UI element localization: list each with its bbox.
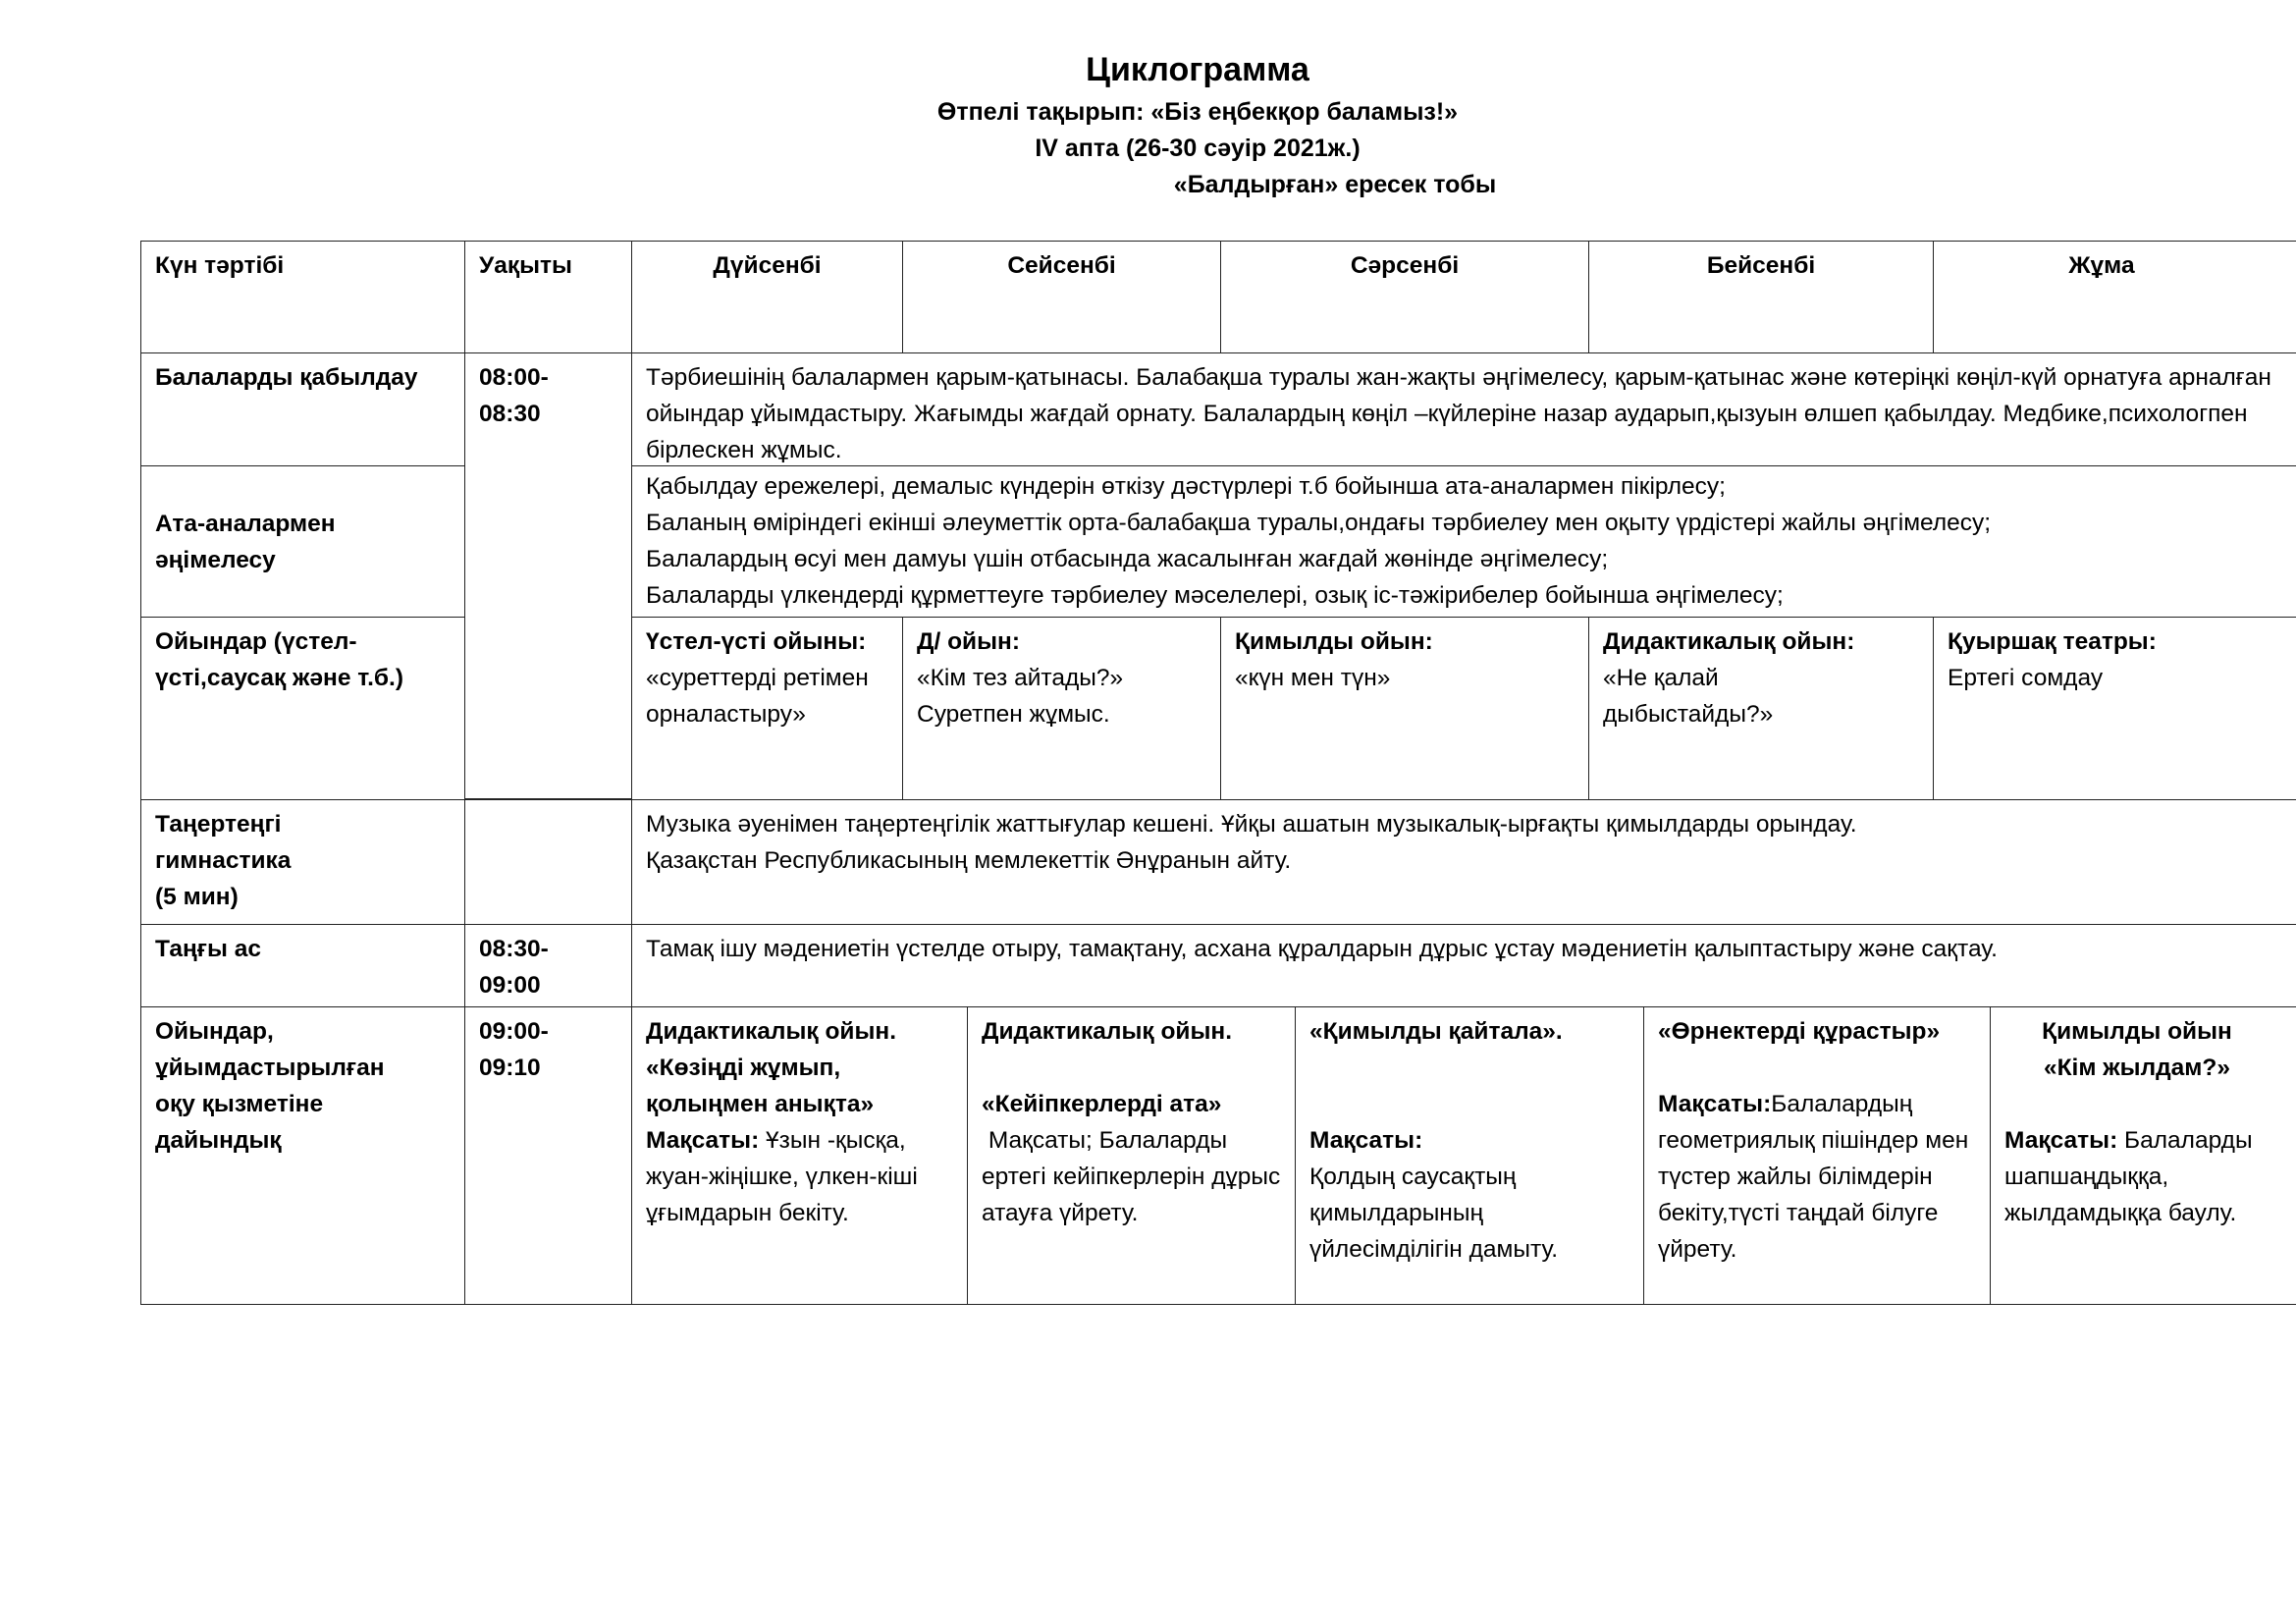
activity-title: Дидактикалық ойын. «Көзіңді жұмып, қолыңмен анықта» bbox=[646, 1018, 897, 1117]
games-friday bbox=[1933, 617, 2296, 800]
game-title: Дидактикалық ойын: bbox=[1603, 628, 1855, 655]
breakfast-text bbox=[631, 924, 2296, 1007]
activity-subtitle: «Кім жылдам?» bbox=[2043, 1055, 2231, 1081]
label-line: (5 мин) bbox=[155, 884, 239, 910]
time-end: 08:30 bbox=[479, 401, 541, 427]
row-label-reception: Балаларды қабылдау bbox=[140, 352, 465, 466]
goal-text: Қолдың саусақтың қимылдарының үйлесімділігін дамыту. bbox=[1309, 1164, 1559, 1263]
parents-line: Балалардың өсуі мен дамуы үшін отбасында жасалынған жағдай жөнінде әңгімелесу; bbox=[646, 546, 1609, 572]
games-monday bbox=[631, 617, 903, 800]
time-end: 09:00 bbox=[479, 972, 541, 999]
parents-text bbox=[631, 465, 2296, 618]
time-cell-preparation bbox=[464, 1006, 632, 1305]
prep-monday bbox=[631, 1006, 968, 1305]
goal-label: Мақсаты: bbox=[1309, 1127, 1423, 1154]
header-thursday: Бейсенбі bbox=[1588, 241, 1934, 353]
goal-text: Ұзын -қысқа, жуан-жіңішке, үлкен-кіші ұғымдарын бекіту. bbox=[646, 1127, 918, 1226]
activity-subtitle: «Кейіпкерлерді ата» bbox=[982, 1091, 1222, 1117]
activity-title: «Өрнектерді құрастыр» bbox=[1658, 1018, 1941, 1045]
group-line: «Балдырған» ересек тобы bbox=[1173, 171, 1497, 198]
game-title: Қимылды ойын: bbox=[1235, 628, 1433, 655]
reception-text: Тәрбиешінің балалармен қарым-қатынасы. Балабақша туралы жан-жақты әңгімелесу, қарым-қатынас және көтеріңкі көңіл-күй орнатуға арналған ойындар ұйымдастыру. Жағымды жағдай орнату. Балалардың көңіл –күйлеріне назар аударып,қызуын өлшеп қабылдау. Медбике,психологпен бірлескен жұмыс. bbox=[631, 352, 2296, 466]
game-text: Ертегі сомдау bbox=[1948, 665, 2104, 691]
game-title: Үстел-үсті ойыны: bbox=[646, 628, 867, 655]
header-monday: Дүйсенбі bbox=[631, 241, 903, 353]
games-tuesday bbox=[902, 617, 1221, 800]
goal-text: Балаларды шапшаңдыққа, жылдамдыққа баулу. bbox=[2004, 1127, 2253, 1226]
games-wednesday bbox=[1220, 617, 1589, 800]
parents-line: Баланың өміріндегі екінші әлеуметтік орта-балабақша туралы,ондағы тәрбиелеу мен оқыту үрдістері жайлы әңгімелесу; bbox=[646, 510, 1992, 536]
time-start: 09:00- bbox=[479, 1018, 549, 1045]
time-start: 08:00- bbox=[479, 364, 549, 391]
activity-title: Дидактикалық ойын. bbox=[982, 1018, 1233, 1045]
goal-text: Мақсаты; Балаларды ертегі кейіпкерлерін дұрыс атауға үйрету. bbox=[982, 1127, 1288, 1226]
parents-line: Балаларды үлкендерді құрметтеуге тәрбиелеу мәселелері, озық іс-тәжірибелер бойынша әңгімелесу; bbox=[646, 582, 1784, 609]
row-label-games: Ойындар (үстел-үсті,саусақ және т.б.) bbox=[140, 617, 465, 800]
breakfast-line: Тамақ ішу мәдениетін үстелде отыру, тамақтану, асхана құралдарын дұрыс ұстау мәдениетін қалыптастыру және сақтау. bbox=[646, 936, 1998, 962]
time-cell-gymnastics bbox=[464, 799, 632, 925]
prep-thursday bbox=[1643, 1006, 1991, 1305]
row-label-breakfast: Таңғы ас bbox=[140, 924, 465, 1007]
goal-label: Мақсаты: bbox=[2004, 1127, 2118, 1154]
activity-title: «Қимылды қайтала». bbox=[1309, 1018, 1563, 1045]
prep-tuesday bbox=[967, 1006, 1296, 1305]
prep-wednesday bbox=[1295, 1006, 1644, 1305]
game-text: «суреттерді ретімен орналастыру» bbox=[646, 665, 869, 728]
time-cell-reception bbox=[464, 352, 632, 799]
gymnastics-line: Қазақстан Республикасының мемлекеттік Әнұранын айту. bbox=[646, 847, 1292, 874]
label-line: Ата-аналармен bbox=[155, 511, 336, 537]
game-title: Қуыршақ театры: bbox=[1948, 628, 2157, 655]
label-line: әңімелесу bbox=[155, 547, 276, 573]
game-title: Д/ ойын: bbox=[917, 628, 1020, 655]
parents-line: Қабылдау ережелері, демалыс күндерін өткізу дәстүрлері т.б бойынша ата-аналармен пікірлесу; bbox=[646, 473, 1726, 500]
activity-title: Қимылды ойын bbox=[2042, 1018, 2232, 1045]
header-friday: Жұма bbox=[1933, 241, 2296, 353]
header-wednesday: Сәрсенбі bbox=[1220, 241, 1589, 353]
row-label-parents bbox=[140, 465, 465, 618]
game-text: «Кім тез айтады?» Суретпен жұмыс. bbox=[917, 665, 1124, 728]
goal-label: Мақсаты: bbox=[1658, 1091, 1772, 1117]
goal-text: Балалардың геометриялық пішіндер мен түстер жайлы білімдерін бекіту,түсті таңдай білуге үйрету. bbox=[1658, 1091, 1969, 1263]
time-start: 08:30- bbox=[479, 936, 549, 962]
game-text: «күн мен түн» bbox=[1235, 665, 1391, 691]
gymnastics-text bbox=[631, 799, 2296, 925]
time-end: 09:10 bbox=[479, 1055, 541, 1081]
label-line: Таңертеңгі bbox=[155, 811, 282, 838]
week-line: IV апта (26-30 сәуір 2021ж.) bbox=[1035, 135, 1361, 162]
game-text: «Не қалай дыбыстайды?» bbox=[1603, 665, 1774, 728]
prep-friday bbox=[1990, 1006, 2296, 1305]
goal-label: Мақсаты: bbox=[646, 1127, 760, 1154]
header-time: Уақыты bbox=[464, 241, 632, 353]
header-routine: Күн тәртібі bbox=[140, 241, 465, 353]
gymnastics-line: Музыка әуенімен таңертеңгілік жаттығулар кешені. Ұйқы ашатын музыкалық-ырғақты қимылдарды орындау. bbox=[646, 811, 1857, 838]
document-title: Циклограмма bbox=[1086, 51, 1309, 88]
row-label-gymnastics bbox=[140, 799, 465, 925]
games-thursday bbox=[1588, 617, 1934, 800]
time-cell-breakfast bbox=[464, 924, 632, 1007]
theme-line: Өтпелі тақырып: «Біз еңбекқор баламыз!» bbox=[936, 98, 1459, 126]
header-tuesday: Сейсенбі bbox=[902, 241, 1221, 353]
label-line: гимнастика bbox=[155, 847, 292, 874]
row-label-preparation: Ойындар, ұйымдастырылған оқу қызметіне дайындық bbox=[140, 1006, 465, 1305]
